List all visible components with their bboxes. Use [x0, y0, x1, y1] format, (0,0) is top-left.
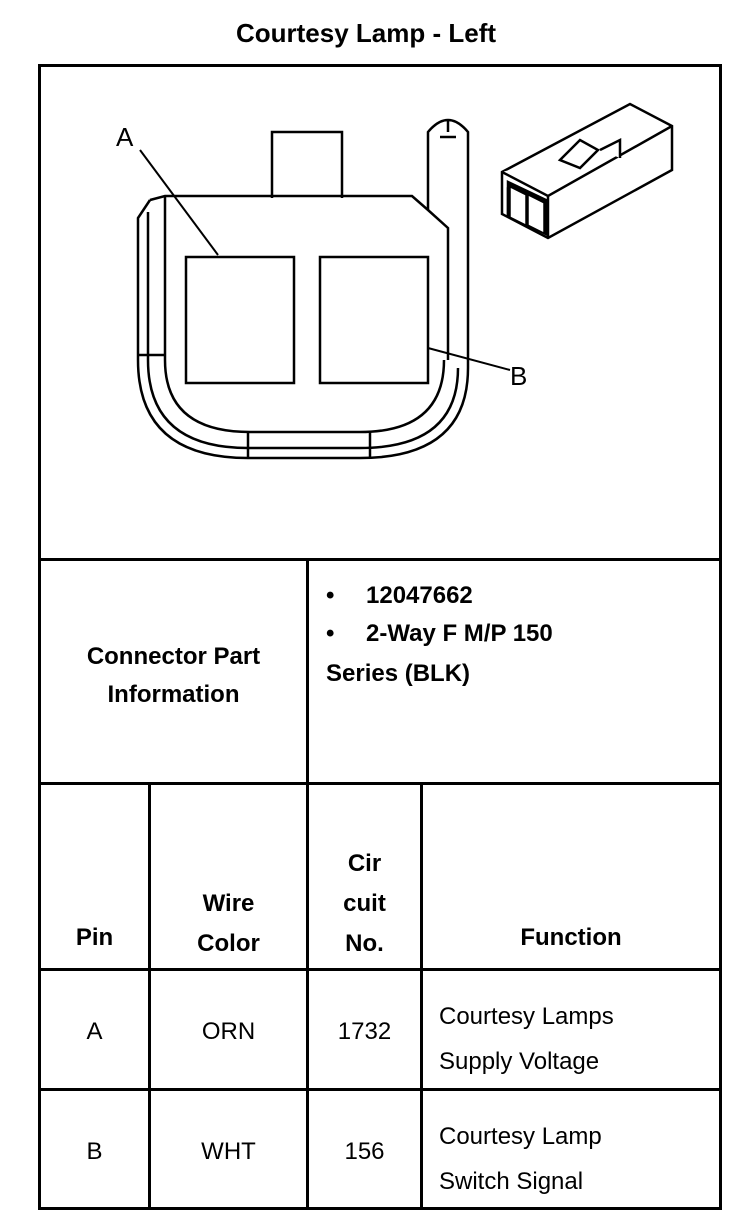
header-circuit	[309, 844, 420, 964]
diagram-label-b: B	[510, 361, 528, 391]
part-number-item	[326, 582, 473, 610]
header-function: Function	[520, 924, 622, 951]
function-line: Courtesy Lamps	[439, 1003, 614, 1030]
description-line: 2-Way F M/P 150	[366, 620, 553, 647]
row-b-wire-color: WHT	[201, 1138, 256, 1165]
bullet-icon: •	[326, 582, 335, 609]
function-line: Supply Voltage	[439, 1048, 600, 1075]
header-wire-color	[151, 884, 306, 964]
connector-info-label	[41, 638, 306, 714]
divider	[38, 782, 722, 785]
page-title: Courtesy Lamp - Left	[235, 18, 497, 48]
function-line: Switch Signal	[439, 1168, 584, 1195]
connector-info-label-line: Connector Part	[86, 643, 261, 670]
divider	[420, 782, 423, 1210]
row-a-circuit: 1732	[337, 1018, 392, 1045]
header-line: No.	[345, 930, 384, 957]
header-pin: Pin	[75, 924, 114, 951]
header-line: cuit	[343, 890, 386, 917]
header-line: Wire	[202, 890, 255, 917]
row-b-pin: B	[86, 1138, 103, 1165]
divider	[38, 968, 722, 971]
header-line: Cir	[347, 850, 382, 877]
row-a-wire-color: ORN	[201, 1018, 256, 1045]
divider	[38, 558, 722, 561]
diagram-label-a: A	[116, 122, 134, 152]
row-b-function	[439, 1114, 602, 1204]
description-item	[326, 620, 553, 648]
connector-info-label-line: Information	[107, 681, 240, 708]
divider	[38, 1088, 722, 1091]
description-item-continued	[326, 660, 470, 688]
row-b-circuit: 156	[344, 1138, 385, 1165]
function-line: Courtesy Lamp	[439, 1123, 602, 1150]
row-a-pin: A	[86, 1018, 103, 1045]
description-line: Series (BLK)	[326, 660, 471, 687]
header-line: Color	[197, 930, 260, 957]
bullet-icon: •	[326, 620, 335, 647]
row-a-function	[439, 994, 614, 1084]
part-number: 12047662	[366, 582, 473, 609]
